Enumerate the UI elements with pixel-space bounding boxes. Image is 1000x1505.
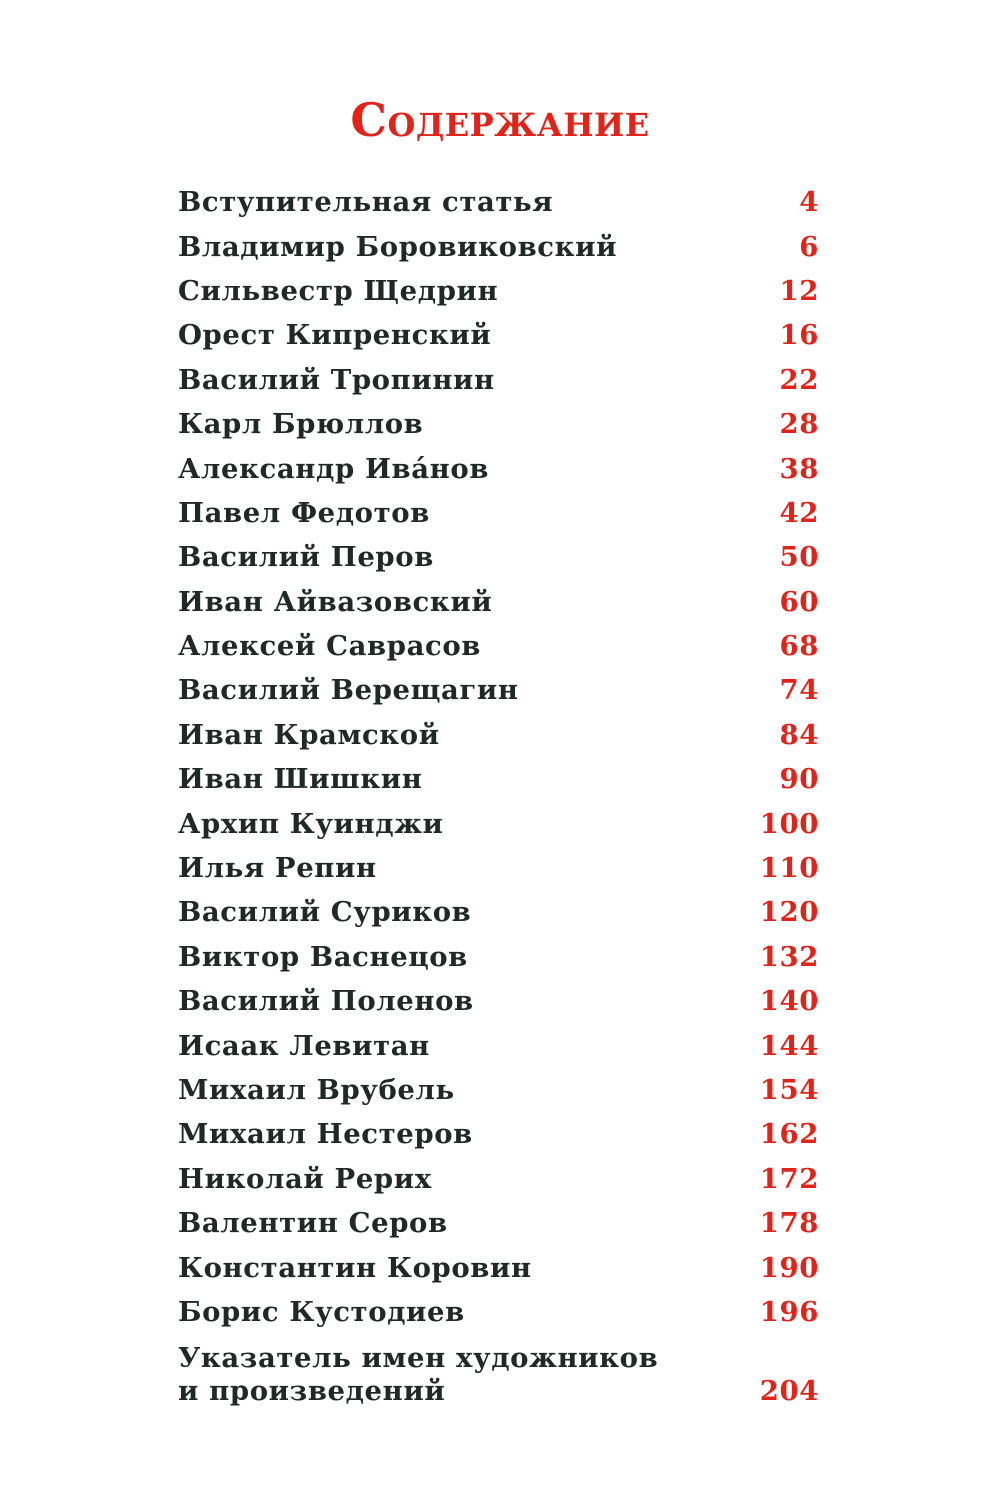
toc-entry-page: 6 bbox=[799, 230, 819, 263]
toc-entry-page: 60 bbox=[779, 585, 819, 618]
toc-entry[interactable] bbox=[178, 979, 819, 1023]
toc-entry-name: Орест Кипренский bbox=[178, 319, 492, 352]
toc-entry-name-line2: и произведений bbox=[178, 1375, 446, 1408]
toc-entry-name: Павел Федотов bbox=[178, 496, 430, 529]
toc-entry[interactable] bbox=[178, 580, 819, 624]
toc-entry[interactable] bbox=[178, 713, 819, 757]
toc-entry[interactable] bbox=[178, 1245, 819, 1289]
toc-entry[interactable] bbox=[178, 313, 819, 357]
toc-entry[interactable] bbox=[178, 935, 819, 979]
toc-entry[interactable] bbox=[178, 1023, 819, 1067]
toc-entry[interactable] bbox=[178, 668, 819, 712]
toc-entry-name: Владимир Боровиковский bbox=[178, 230, 618, 263]
toc-entry[interactable] bbox=[178, 1157, 819, 1201]
toc-entry[interactable] bbox=[178, 1201, 819, 1245]
toc-entry-name: Вступительная статья bbox=[178, 186, 554, 219]
toc-entry-name: Михаил Врубель bbox=[178, 1074, 455, 1106]
page-title: Содержание bbox=[350, 93, 650, 147]
toc-entry-page: 84 bbox=[779, 718, 819, 751]
toc-entry[interactable] bbox=[178, 402, 819, 446]
toc-entry-index[interactable] bbox=[178, 1342, 819, 1408]
toc-entry-page: 204 bbox=[759, 1375, 819, 1408]
toc-entry-name: Илья Репин bbox=[178, 852, 377, 885]
toc-entry-name: Алексей Саврасов bbox=[178, 630, 482, 663]
toc-entry-page: 132 bbox=[759, 940, 819, 973]
toc-entry[interactable] bbox=[178, 890, 819, 934]
toc-entry-name-line1: Указатель имен художников bbox=[178, 1342, 659, 1375]
toc-entry-page: 190 bbox=[759, 1251, 819, 1284]
toc-entry[interactable] bbox=[178, 1068, 819, 1112]
toc-entry-name: Валентин Серов bbox=[178, 1207, 448, 1240]
toc-entry-name: Михаил Нестеров bbox=[178, 1118, 473, 1151]
toc-entry-page: 144 bbox=[759, 1029, 819, 1062]
toc-entry-name: Исаак Левитан bbox=[178, 1029, 430, 1062]
toc-entry-name: Василий Суриков bbox=[178, 896, 472, 929]
toc-entry[interactable] bbox=[178, 801, 819, 845]
toc-entry[interactable] bbox=[178, 446, 819, 490]
toc-entry-name: Борис Кустодиев bbox=[178, 1295, 465, 1328]
toc-entry[interactable] bbox=[178, 1112, 819, 1156]
toc-entry-page: 38 bbox=[779, 452, 819, 485]
toc-entry-name bbox=[178, 1342, 698, 1408]
toc-entry[interactable] bbox=[178, 180, 819, 224]
toc-entry-page: 196 bbox=[759, 1295, 819, 1328]
toc-entry-page: 172 bbox=[759, 1162, 819, 1195]
toc-entry[interactable] bbox=[178, 224, 819, 268]
toc-entry-page: 16 bbox=[779, 319, 819, 352]
toc-entry-name: Василий Верещагин bbox=[178, 674, 519, 707]
toc-entry-name: Константин Коровин bbox=[178, 1251, 532, 1284]
toc-entry-page: 90 bbox=[779, 763, 819, 796]
toc-entry-page: 154 bbox=[759, 1074, 819, 1106]
toc-entry-name: Сильвестр Щедрин bbox=[178, 274, 499, 307]
toc-entry-page: 28 bbox=[779, 408, 819, 441]
toc-entry-name: Василий Тропинин bbox=[178, 363, 495, 396]
toc-entry-name: Николай Рерих bbox=[178, 1162, 432, 1195]
toc-entry-page: 74 bbox=[779, 674, 819, 707]
toc-entry[interactable] bbox=[178, 358, 819, 402]
toc-entry-name: Иван Айвазовский bbox=[178, 585, 493, 618]
toc-entry[interactable] bbox=[178, 269, 819, 313]
toc-entry-page: 12 bbox=[779, 274, 819, 307]
toc-entry[interactable] bbox=[178, 535, 819, 579]
toc-entry-page: 4 bbox=[799, 186, 819, 219]
table-of-contents bbox=[178, 180, 819, 1408]
toc-entry-name: Виктор Васнецов bbox=[178, 940, 468, 973]
toc-entry[interactable] bbox=[178, 757, 819, 801]
toc-entry-name: Александр Ива́нов bbox=[178, 452, 490, 485]
toc-entry-page: 68 bbox=[779, 630, 819, 663]
toc-entry[interactable] bbox=[178, 624, 819, 668]
toc-entry[interactable] bbox=[178, 846, 819, 890]
toc-entry-page: 110 bbox=[759, 852, 819, 885]
toc-entry-page: 100 bbox=[759, 807, 819, 840]
toc-entry[interactable] bbox=[178, 1290, 819, 1334]
toc-entry-name: Карл Брюллов bbox=[178, 408, 424, 441]
toc-entry-page: 140 bbox=[759, 985, 819, 1018]
toc-entry-name: Василий Поленов bbox=[178, 985, 474, 1018]
toc-entry-page: 42 bbox=[779, 496, 819, 529]
toc-entry-page: 22 bbox=[779, 363, 819, 396]
toc-entry-name: Архип Куинджи bbox=[178, 807, 444, 840]
toc-entry-page: 50 bbox=[779, 541, 819, 574]
toc-entry[interactable] bbox=[178, 491, 819, 535]
toc-entry-name: Иван Шишкин bbox=[178, 763, 423, 796]
toc-entry-name: Василий Перов bbox=[178, 541, 434, 574]
toc-entry-page: 162 bbox=[759, 1118, 819, 1151]
toc-entry-page: 120 bbox=[759, 896, 819, 929]
toc-entry-page: 178 bbox=[759, 1207, 819, 1240]
toc-entry-name: Иван Крамской bbox=[178, 718, 440, 751]
